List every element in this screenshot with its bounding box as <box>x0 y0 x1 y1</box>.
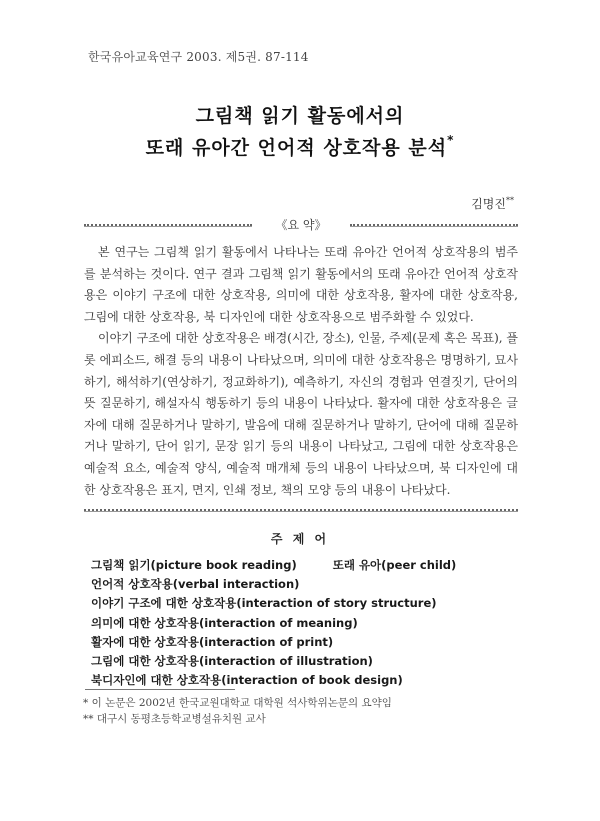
keyword-item: 또래 유아(peer child) <box>332 558 457 572</box>
keyword-item: 북디자인에 대한 상호작용(interaction of book design) <box>91 673 403 688</box>
abstract-body <box>84 242 518 501</box>
keywords-list <box>91 556 531 690</box>
author-name: 김명진 <box>471 197 506 211</box>
title-line-1-text: 그림책 읽기 활동에서의 <box>195 105 405 127</box>
abstract-heading-label: 《요 약》 <box>275 218 327 232</box>
author <box>471 195 514 212</box>
footnote-rule <box>85 689 235 690</box>
journal-citation: 한국유아교육연구 2003. 제5권. 87-114 <box>88 50 309 64</box>
keyword-item: 그림책 읽기(picture book reading) <box>91 558 297 572</box>
abstract-heading <box>84 214 518 234</box>
keyword-item: 그림에 대한 상호작용(interaction of illustration) <box>91 654 373 669</box>
footnote: ** 대구시 동평초등학교병설유치원 교사 <box>83 713 266 725</box>
abstract-rule-right <box>350 224 518 227</box>
title-footnote-mark: * <box>447 133 455 147</box>
keyword-item: 활자에 대한 상호작용(interaction of print) <box>91 634 334 649</box>
keyword-item: 의미에 대한 상호작용(interaction of meaning) <box>91 615 358 630</box>
keywords-heading: 주 제 어 <box>270 532 330 546</box>
abstract-paragraph: 본 연구는 그림책 읽기 활동에서 나타나는 또래 유아간 언어적 상호작용의 범주를 분석하는 것이다. 연구 결과 그림책 읽기 활동에서의 또래 유아간 언어적 상호작용은 이야기 구조에 대한 상호작용, 의미에 대한 상호작용, 활자에 대한 상호작용, 그림에 대한 상호작용, 북 디자인에 대한 상호작용으로 범주화할 수 있었다. <box>84 245 518 324</box>
abstract-end-rule <box>84 509 518 512</box>
footnotes <box>83 695 392 727</box>
footnote: * 이 논문은 2002년 한국교원대학교 대학원 석사학위논문의 요약임 <box>83 697 392 709</box>
title-line-2 <box>0 133 600 160</box>
title-line-2-text: 또래 유아간 언어적 상호작용 분석 <box>145 137 448 159</box>
keyword-row <box>91 556 531 575</box>
keyword-item: 언어적 상호작용(verbal interaction) <box>91 577 300 592</box>
title-line-1 <box>0 101 600 128</box>
abstract-paragraph: 이야기 구조에 대한 상호작용은 배경(시간, 장소), 인물, 주제(문제 혹은 목표), 플롯 에피소드, 해결 등의 내용이 나타났으며, 의미에 대한 상호작용은 명명하기, 묘사하기, 해석하기(연상하기, 정교화하기), 예측하기, 자신의 경험과 연결짓기, 단어의 뜻 질문하기, 해설자식 행동하기 등의 내용이 나타났다. 활자에 대한 상호작용은 글자에 대해 질문하거나 말하기, 발음에 대해 질문하거나 말하기, 단어에 대해 질문하거나 말하기, 단어 읽기, 문장 읽기 등의 내용이 나타났고, 그림에 대한 상호작용은 예술적 요소, 예술적 양식, 예술적 매개체 등의 내용이 나타났으며, 북 디자인에 대한 상호작용은 표지, 면지, 인쇄 정보, 책의 모양 등의 내용이 나타났다. <box>84 331 518 497</box>
author-footnote-mark: ** <box>506 196 514 205</box>
keyword-item: 이야기 구조에 대한 상호작용(interaction of story structure) <box>91 596 437 611</box>
